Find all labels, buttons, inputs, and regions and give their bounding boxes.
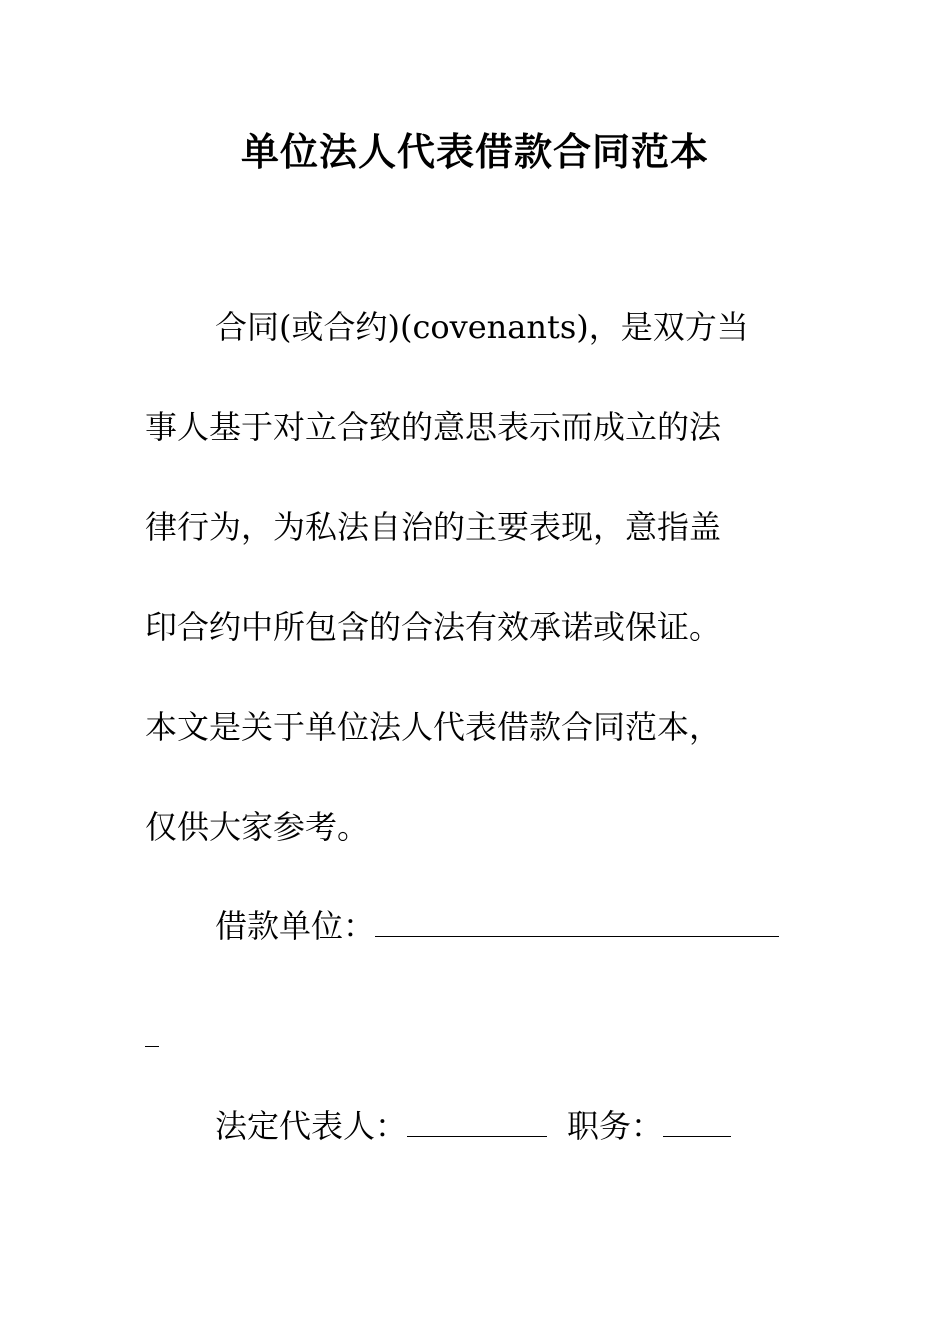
legal-rep-label: 法定代表人：: [215, 1107, 408, 1145]
paragraph-line-5: 本文是关于单位法人代表借款合同范本，: [145, 708, 722, 746]
position-label: 职务：: [567, 1107, 664, 1145]
borrower-blank: [375, 900, 779, 937]
paragraph-line-3: 律行为，为私法自治的主要表现，意指盖: [145, 508, 722, 546]
paragraph-line-1: 合同(或合约)(covenants)，是双方当: [215, 308, 749, 346]
legal-rep-blank: [407, 1100, 547, 1137]
legal-rep-field-row: [215, 1100, 731, 1151]
borrower-label: 借款单位：: [215, 907, 376, 945]
position-blank: [663, 1100, 731, 1137]
borrower-field-row: [215, 900, 779, 951]
paragraph-line-6: 仅供大家参考。: [145, 808, 370, 846]
document-title: 单位法人代表借款合同范本: [240, 130, 709, 174]
paragraph-line-2: 事人基于对立合致的意思表示而成立的法: [145, 408, 722, 446]
borrower-blank-tail: [145, 1010, 159, 1047]
paragraph-line-4: 印合约中所包含的合法有效承诺或保证。: [145, 608, 722, 646]
borrower-blank-continuation: [145, 1010, 159, 1061]
